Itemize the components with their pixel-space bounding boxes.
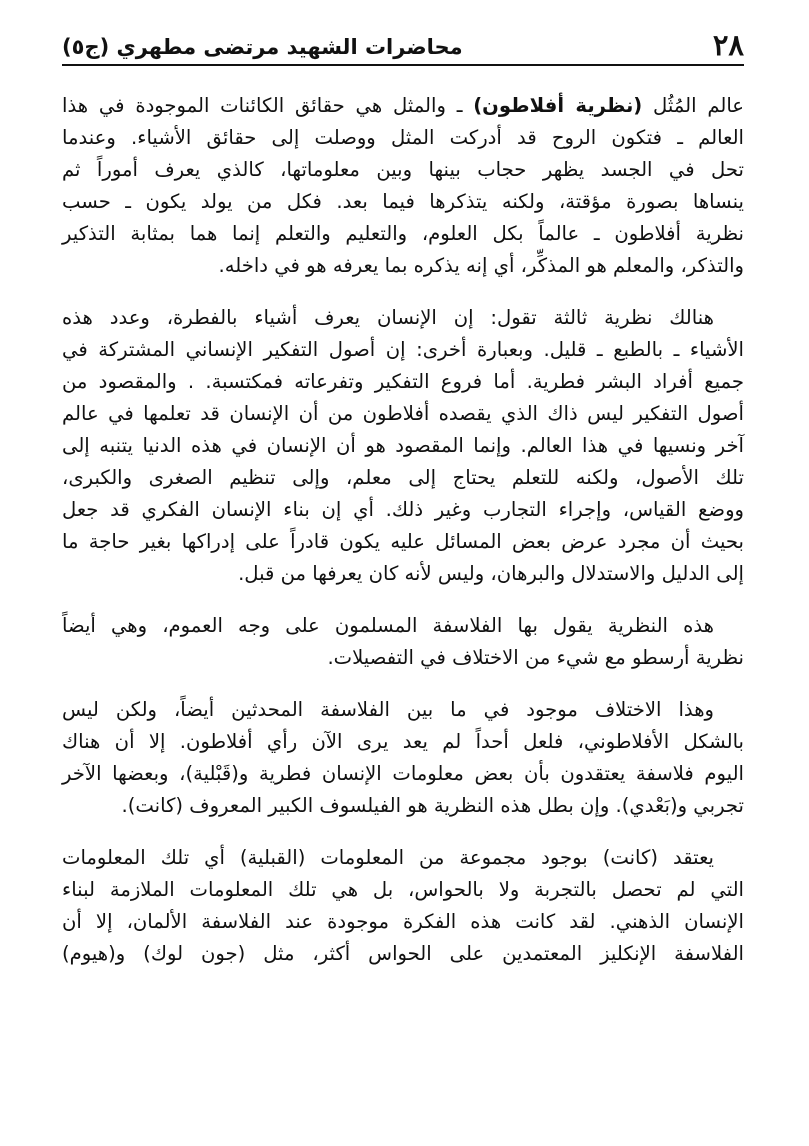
text-line: آخر ونسيها في هذا العالم. وإنما المقصود هو أن الإنسان في هذه الدنيا يتنبه إلى <box>62 434 744 457</box>
body-text <box>62 90 744 970</box>
text-line: تحل في الجسد يظهر حجاب بينها وبين معلوماتها، كالذي يعرف أموراً ثم <box>62 158 744 181</box>
text-line: الإنسان الذهني. لقد كانت هذه الفكرة موجودة عند الفلاسفة الألمان، إلا أن <box>62 910 744 933</box>
text-line: بالشكل الأفلاطوني، فلعل أحداً لم يعد يرى الآن رأي أفلاطون. إلا أن هناك <box>62 730 744 753</box>
text-line: جميع أفراد البشر فطرية. أما فروع التفكير وتفرعاته فمكتسبة. . والمقصود من <box>62 370 744 393</box>
text-line: الأشياء ـ بالطبع ـ قليل. وبعبارة أخرى: إن أصول التفكير الإنساني المشتركة في <box>62 338 744 361</box>
paragraph <box>62 694 744 822</box>
paragraph <box>62 610 744 674</box>
running-title: محاضرات الشهيد مرتضى مطهري (ج٥) <box>62 35 463 59</box>
paragraph <box>62 842 744 970</box>
text-line: الفلاسفة الإنكليز المعتمدين على الحواس أكثر، مثل (جون لوك) و(هيوم) <box>62 942 744 965</box>
text-line: وهذا الاختلاف موجود في ما بين الفلاسفة المحدثين أيضاً، ولكن ليس <box>62 698 714 721</box>
text-line: نظرية أرسطو مع شيء من الاختلاف في التفصيلات. <box>327 646 744 669</box>
page-number: ٢٨ <box>712 28 744 62</box>
text-line: يعتقد (كانت) بوجود مجموعة من المعلومات (القبلية) أي تلك المعلومات <box>62 846 714 869</box>
text-line: هذه النظرية يقول بها الفلاسفة المسلمون على وجه العموم، وهي أيضاً <box>62 614 714 637</box>
text-line: عالم المُثُل (نظرية أفلاطون) ـ والمثل هي حقائق الكائنات الموجودة في هذا <box>62 94 744 117</box>
text-line: والتذكر، والمعلم هو المذكِّر، أي إنه يذكره بما يعرفه هو في داخله. <box>218 254 744 277</box>
paragraph-gap <box>62 822 744 842</box>
text-line: نظرية أفلاطون ـ عالماً بكل العلوم، والتعليم والتعلم إنما هما بمثابة التذكير <box>62 222 744 245</box>
paragraph-gap <box>62 282 744 302</box>
page-header <box>62 30 744 66</box>
text-line: إلى الدليل والاستدلال والبرهان، وليس لأنه كان يعرفها من قبل. <box>238 562 744 585</box>
text-line: التي لم تحصل بالتجربة ولا بالحواس، بل هي تلك المعلومات الملازمة لبناء <box>62 878 744 901</box>
paragraph-gap <box>62 590 744 610</box>
text-line: ووضع القياس، وإجراء التجارب وغير ذلك. أي إن بناء الإنسان الفكري قد جعل <box>62 498 744 521</box>
text-line: اليوم فلاسفة يعتقدون بأن بعض معلومات الإنسان فطرية و(قَبْلية)، وبعضها الآخر <box>62 762 744 785</box>
text-line: أصول التفكير ليس ذاك الذي يقصده أفلاطون من أن الإنسان قد تعلمها في عالم <box>62 402 744 425</box>
text-line: بحيث أن مجرد عرض بعض المسائل عليه يكون قادراً على إدراكها بغير حاجة ما <box>62 530 744 553</box>
text-line: العالم ـ فتكون الروح قد أدركت المثل ووصلت إلى حقائق الأشياء. وعندما <box>62 126 744 149</box>
paragraph-gap <box>62 674 744 694</box>
text-line: ينساها بصورة مؤقتة، ولكنه يتذكرها فيما بعد. فكل من يولد يكون ـ حسب <box>62 190 744 213</box>
paragraph <box>62 302 744 590</box>
paragraph <box>62 90 744 282</box>
text-line: هنالك نظرية ثالثة تقول: إن الإنسان يعرف أشياء بالفطرة، وعدد هذه <box>62 306 714 329</box>
text-line: تجربي و(بَعْدي). وإن بطل هذه النظرية هو الفيلسوف الكبير المعروف (كانت). <box>121 794 744 817</box>
bold-term: (نظرية أفلاطون) <box>473 94 643 117</box>
text-line: تلك الأصول، ولكنه للتعلم يحتاج إلى معلم، وإلى تنظيم الصغرى والكبرى، <box>62 466 744 489</box>
